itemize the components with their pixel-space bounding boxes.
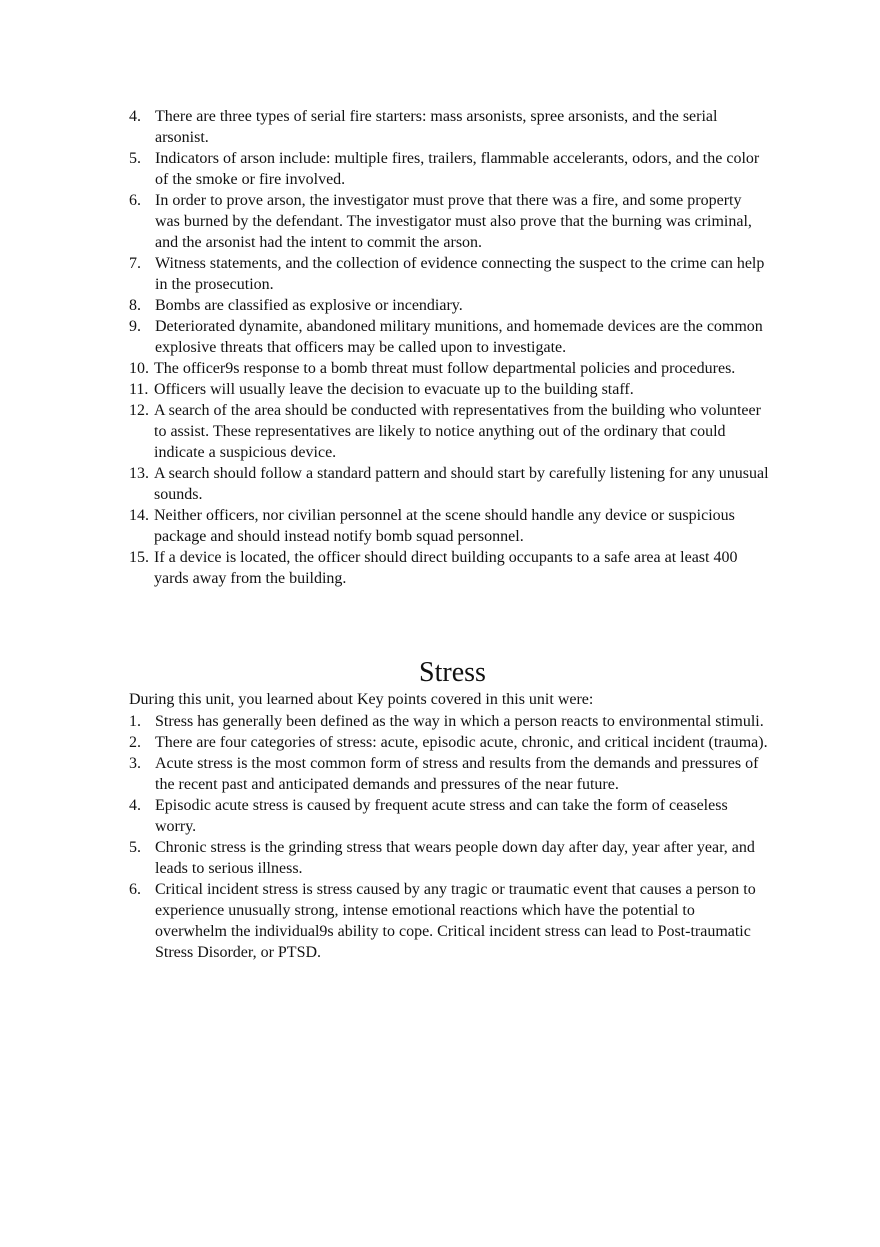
list-item (129, 753, 769, 795)
list-item (129, 711, 769, 732)
item-text: Episodic acute stress is caused by frequent acute stress and can take the form of ceaseless worry. (155, 797, 728, 835)
list-item (129, 190, 769, 253)
item-text: Witness statements, and the collection of evidence connecting the suspect to the crime can help in the prosecution. (155, 255, 765, 293)
item-number: 6. (129, 192, 141, 209)
list-item (129, 879, 769, 963)
item-number: 11. (129, 381, 149, 398)
item-text: Critical incident stress is stress caused by any tragic or traumatic event that causes a person to experience unusually strong, intense emotional reactions which have the potential to overwhelm the individual9s ability to cope. Critical incident stress can lead to Post-traumatic Stress Disorder, or PTSD. (155, 881, 756, 961)
item-text: Stress has generally been defined as the way in which a person reacts to environmental stimuli. (155, 713, 764, 730)
item-number: 9. (129, 318, 141, 335)
item-number: 13. (129, 465, 149, 482)
item-text: Neither officers, nor civilian personnel at the scene should handle any device or suspicious package and should instead notify bomb squad personnel. (154, 507, 735, 545)
item-text: A search of the area should be conducted with representatives from the building who volunteer to assist. These representatives are likely to notice anything out of the ordinary that could indicate a suspicious device. (154, 402, 761, 461)
item-number: 5. (129, 150, 141, 167)
item-number: 7. (129, 255, 141, 272)
item-text: The officer9s response to a bomb threat must follow departmental policies and procedures. (154, 360, 736, 377)
item-text: Officers will usually leave the decision to evacuate up to the building staff. (154, 381, 634, 398)
item-number: 1. (129, 713, 141, 730)
item-number: 12. (129, 402, 149, 419)
list-item (129, 253, 769, 295)
item-text: Deteriorated dynamite, abandoned military munitions, and homemade devices are the common explosive threats that officers may be called upon to investigate. (155, 318, 763, 356)
item-number: 10. (129, 360, 149, 377)
item-number: 5. (129, 839, 141, 856)
arson-bomb-key-points-list (129, 106, 769, 589)
list-item (129, 148, 769, 190)
item-number: 4. (129, 108, 141, 125)
item-number: 4. (129, 797, 141, 814)
item-text: If a device is located, the officer should direct building occupants to a safe area at least 400 yards away from the building. (154, 549, 738, 587)
item-text: Bombs are classified as explosive or incendiary. (155, 297, 463, 314)
item-number: 3. (129, 755, 141, 772)
item-text: Chronic stress is the grinding stress that wears people down day after day, year after year, and leads to serious illness. (155, 839, 755, 877)
item-number: 8. (129, 297, 141, 314)
item-text: Acute stress is the most common form of stress and results from the demands and pressures of the recent past and anticipated demands and pressures of the near future. (155, 755, 759, 793)
section-title: Stress (419, 657, 486, 688)
list-item (129, 379, 769, 400)
list-item (129, 316, 769, 358)
list-item (129, 837, 769, 879)
list-item (129, 505, 769, 547)
item-text: A search should follow a standard pattern and should start by carefully listening for any unusual sounds. (154, 465, 769, 503)
item-text: Indicators of arson include: multiple fires, trailers, flammable accelerants, odors, and the color of the smoke or fire involved. (155, 150, 760, 188)
item-number: 6. (129, 881, 141, 898)
list-item (129, 400, 769, 463)
list-item (129, 795, 769, 837)
list-item (129, 295, 769, 316)
list-item (129, 106, 769, 148)
stress-key-points-list (129, 711, 769, 963)
section-intro: During this unit, you learned about Key points covered in this unit were: (129, 691, 594, 708)
list-item (129, 732, 769, 753)
item-text: There are four categories of stress: acute, episodic acute, chronic, and critical incident (trauma). (155, 734, 768, 751)
item-text: There are three types of serial fire starters: mass arsonists, spree arsonists, and the serial arsonist. (155, 108, 718, 146)
list-item (129, 547, 769, 589)
list-item (129, 358, 769, 379)
item-number: 2. (129, 734, 141, 751)
item-number: 15. (129, 549, 149, 566)
item-text: In order to prove arson, the investigator must prove that there was a fire, and some property was burned by the defendant. The investigator must also prove that the burning was criminal, and the arsonist had the intent to commit the arson. (155, 192, 752, 251)
item-number: 14. (129, 507, 149, 524)
list-item (129, 463, 769, 505)
